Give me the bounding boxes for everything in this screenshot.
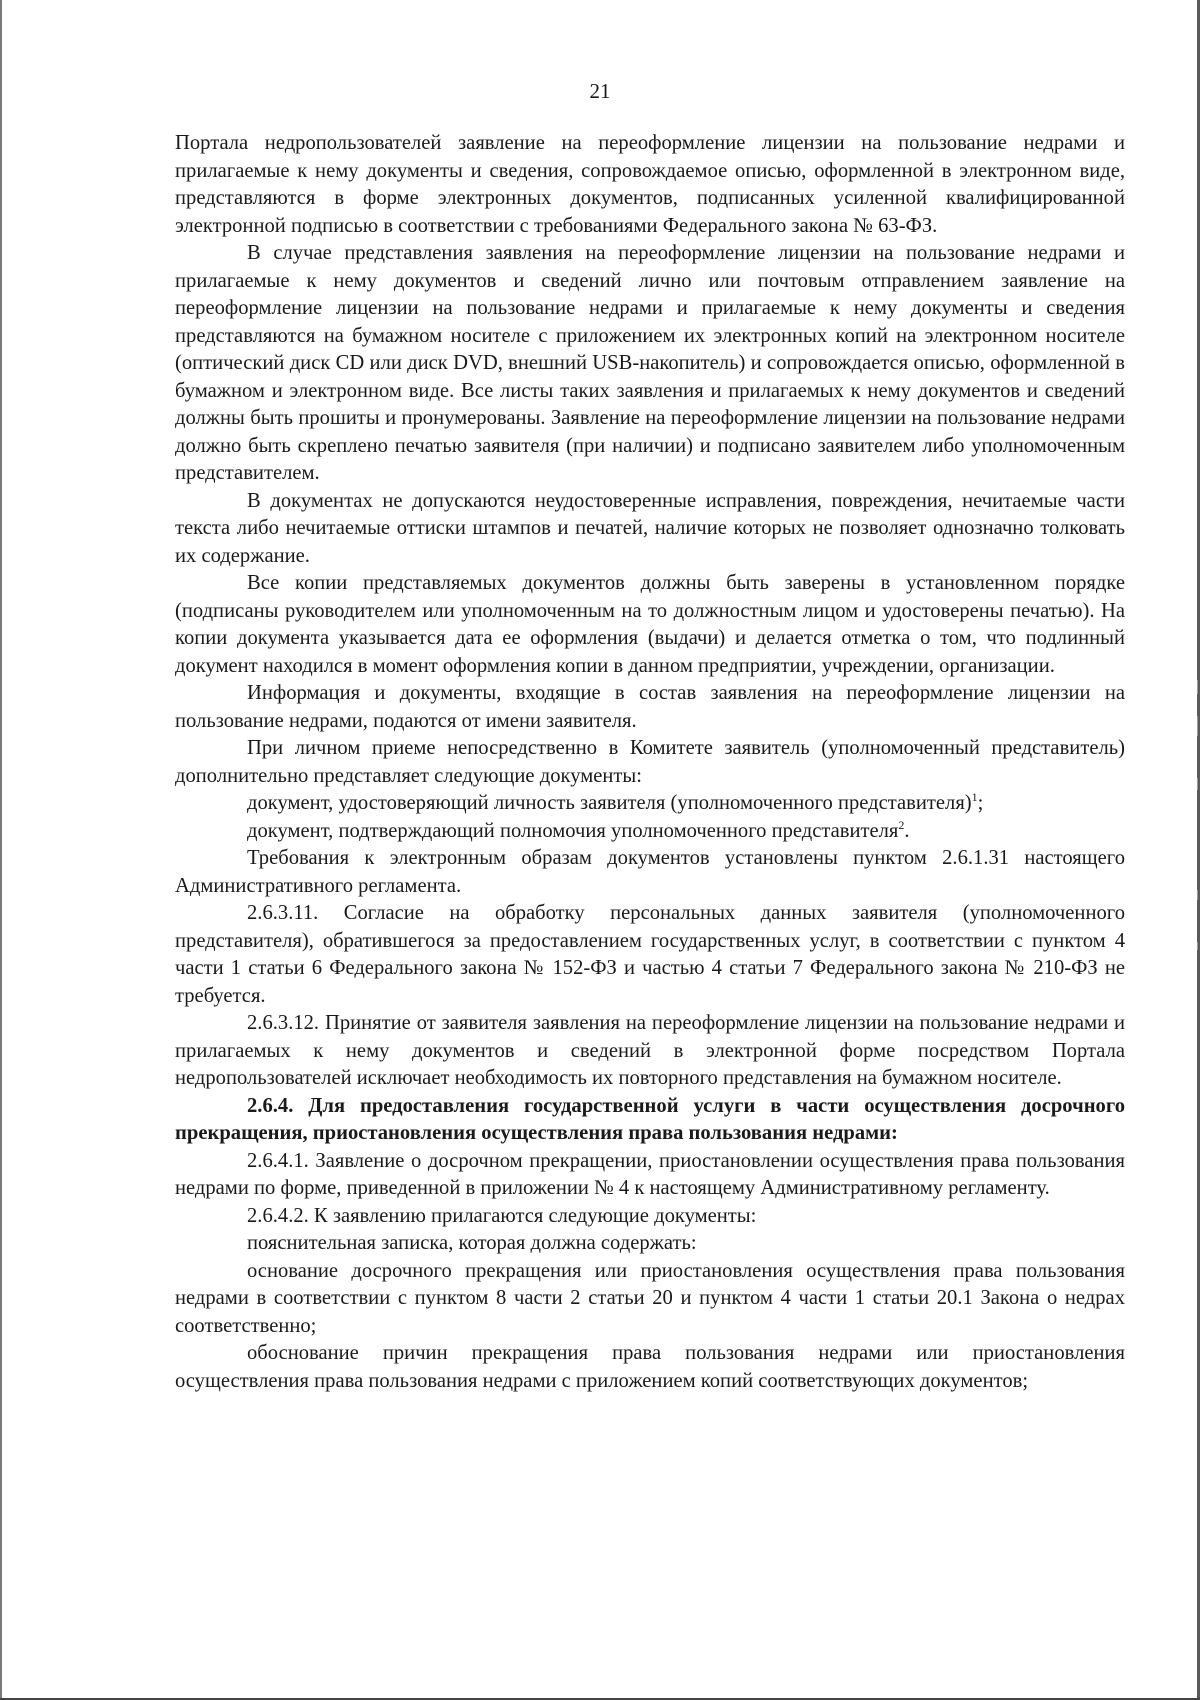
document-body <box>175 130 1125 1395</box>
page-number: 21 <box>589 79 611 103</box>
list-item <box>175 790 1125 818</box>
list-item: пояснительная записка, которая должна содержать: <box>247 1232 697 1254</box>
scan-margin-mark <box>1197 716 1198 736</box>
paragraph: В документах не допускаются неудостоверенные исправления, повреждения, нечитаемые части текста либо нечитаемые оттиски штампов и печатей, наличие которых не позволяет однозначно толковать их содержание. <box>175 489 1125 567</box>
scan-margin-mark <box>1197 942 1198 950</box>
scan-left-edge <box>0 0 2 1700</box>
list-item-punctuation: ; <box>977 792 984 814</box>
footnote-marker: 2 <box>898 817 905 832</box>
paragraph: 2.6.3.11. Согласие на обработку персональных данных заявителя (уполномоченного представителя), обратившегося за предоставлением государственных услуг, в соответствии с пунктом 4 части 1 статьи 6 Федерального закона № 152-ФЗ и частью 4 статьи 7 Федерального закона № 210-ФЗ не требуется. <box>175 902 1125 1007</box>
list-item-punctuation: . <box>904 819 910 842</box>
paragraph: 2.6.3.12. Принятие от заявителя заявления на переоформление лицензии на пользование недрами и прилагаемых к нему документов и сведений в электронной форме посредством Портала недропользователей исключает необходимость их повторного представления на бумажном носителе. <box>175 1012 1125 1089</box>
list-item <box>175 818 1125 846</box>
list-item-text: документ, подтверждающий полномочия уполномоченного представителя <box>247 819 899 842</box>
paragraph: Все копии представляемых документов должны быть заверены в установленном порядке (подписаны руководителем или уполномоченным на то должностным лицом и удостоверены печатью). На копии документа указывается дата ее оформления (выдачи) и делается отметка о том, что подлинный документ находился в момент оформления копии в данном предприятии, учреждении, организации. <box>175 572 1125 677</box>
scan-margin-mark <box>1197 680 1198 694</box>
section-heading: 2.6.4. Для предоставления государственной услуги в части осуществления досрочного прекращения, приостановления осуществления права пользования недрами: <box>175 1094 1125 1144</box>
paragraph: В случае представления заявления на переоформление лицензии на пользование недрами и прилагаемые к нему документов и сведений лично или почтовым отправлением заявление на переоформление лицензии на пользование недрами и прилагаемые к нему документы и сведения представляются на бумажном носителе с приложением их электронных копий на электронном носителе (оптический диск CD или диск DVD, внешний USB-накопитель) и сопровождается описью, оформленной в бумажном и электронном виде. Все листы таких заявления и прилагаемых к нему документов и сведений должны быть прошиты и пронумерованы. Заявление на переоформление лицензии на пользование недрами должно быть скреплено печатью заявителя (при наличии) и подписано заявителем либо уполномоченным представителем. <box>175 242 1125 484</box>
list-item: основание досрочного прекращения или приостановления осуществления права пользования недрами в соответствии с пунктом 8 части 2 статьи 20 и пунктом 4 части 1 статьи 20.1 Закона о недрах соответственно; <box>175 1259 1125 1337</box>
list-item: обоснование причин прекращения права пользования недрами или приостановления осуществления права пользования недрами с приложением копий соответствующих документов; <box>175 1342 1125 1392</box>
paragraph: 2.6.4.1. Заявление о досрочном прекращении, приостановлении осуществления права пользования недрами по форме, приведенной в приложении № 4 к настоящему Административному регламенту. <box>175 1149 1125 1199</box>
paragraph: Информация и документы, входящие в состав заявления на переоформление лицензии на пользование недрами, подаются от имени заявителя. <box>175 682 1125 732</box>
paragraph: При личном приеме непосредственно в Комитете заявитель (уполномоченный представитель) дополнительно представляет следующие документы: <box>175 737 1125 787</box>
list-item-text: документ, удостоверяющий личность заявителя (уполномоченного представителя) <box>247 792 972 814</box>
paragraph: Портала недропользователей заявление на переоформление лицензии на пользование недрами и прилагаемые к нему документы и сведения, сопровождаемое описью, оформленной в электронном виде, представляются в форме электронных документов, подписанных усиленной квалифицированной электронной подписью в соответствии с требованиями Федерального закона № 63-ФЗ. <box>175 132 1125 237</box>
footnote-marker: 1 <box>971 790 978 805</box>
scan-margin-mark <box>1197 778 1198 790</box>
scan-margin-mark <box>1197 890 1198 900</box>
paragraph: Требования к электронным образам документов установлены пунктом 2.6.1.31 настоящего Административного регламента. <box>175 847 1125 897</box>
paragraph: 2.6.4.2. К заявлению прилагаются следующие документы: <box>247 1204 757 1227</box>
